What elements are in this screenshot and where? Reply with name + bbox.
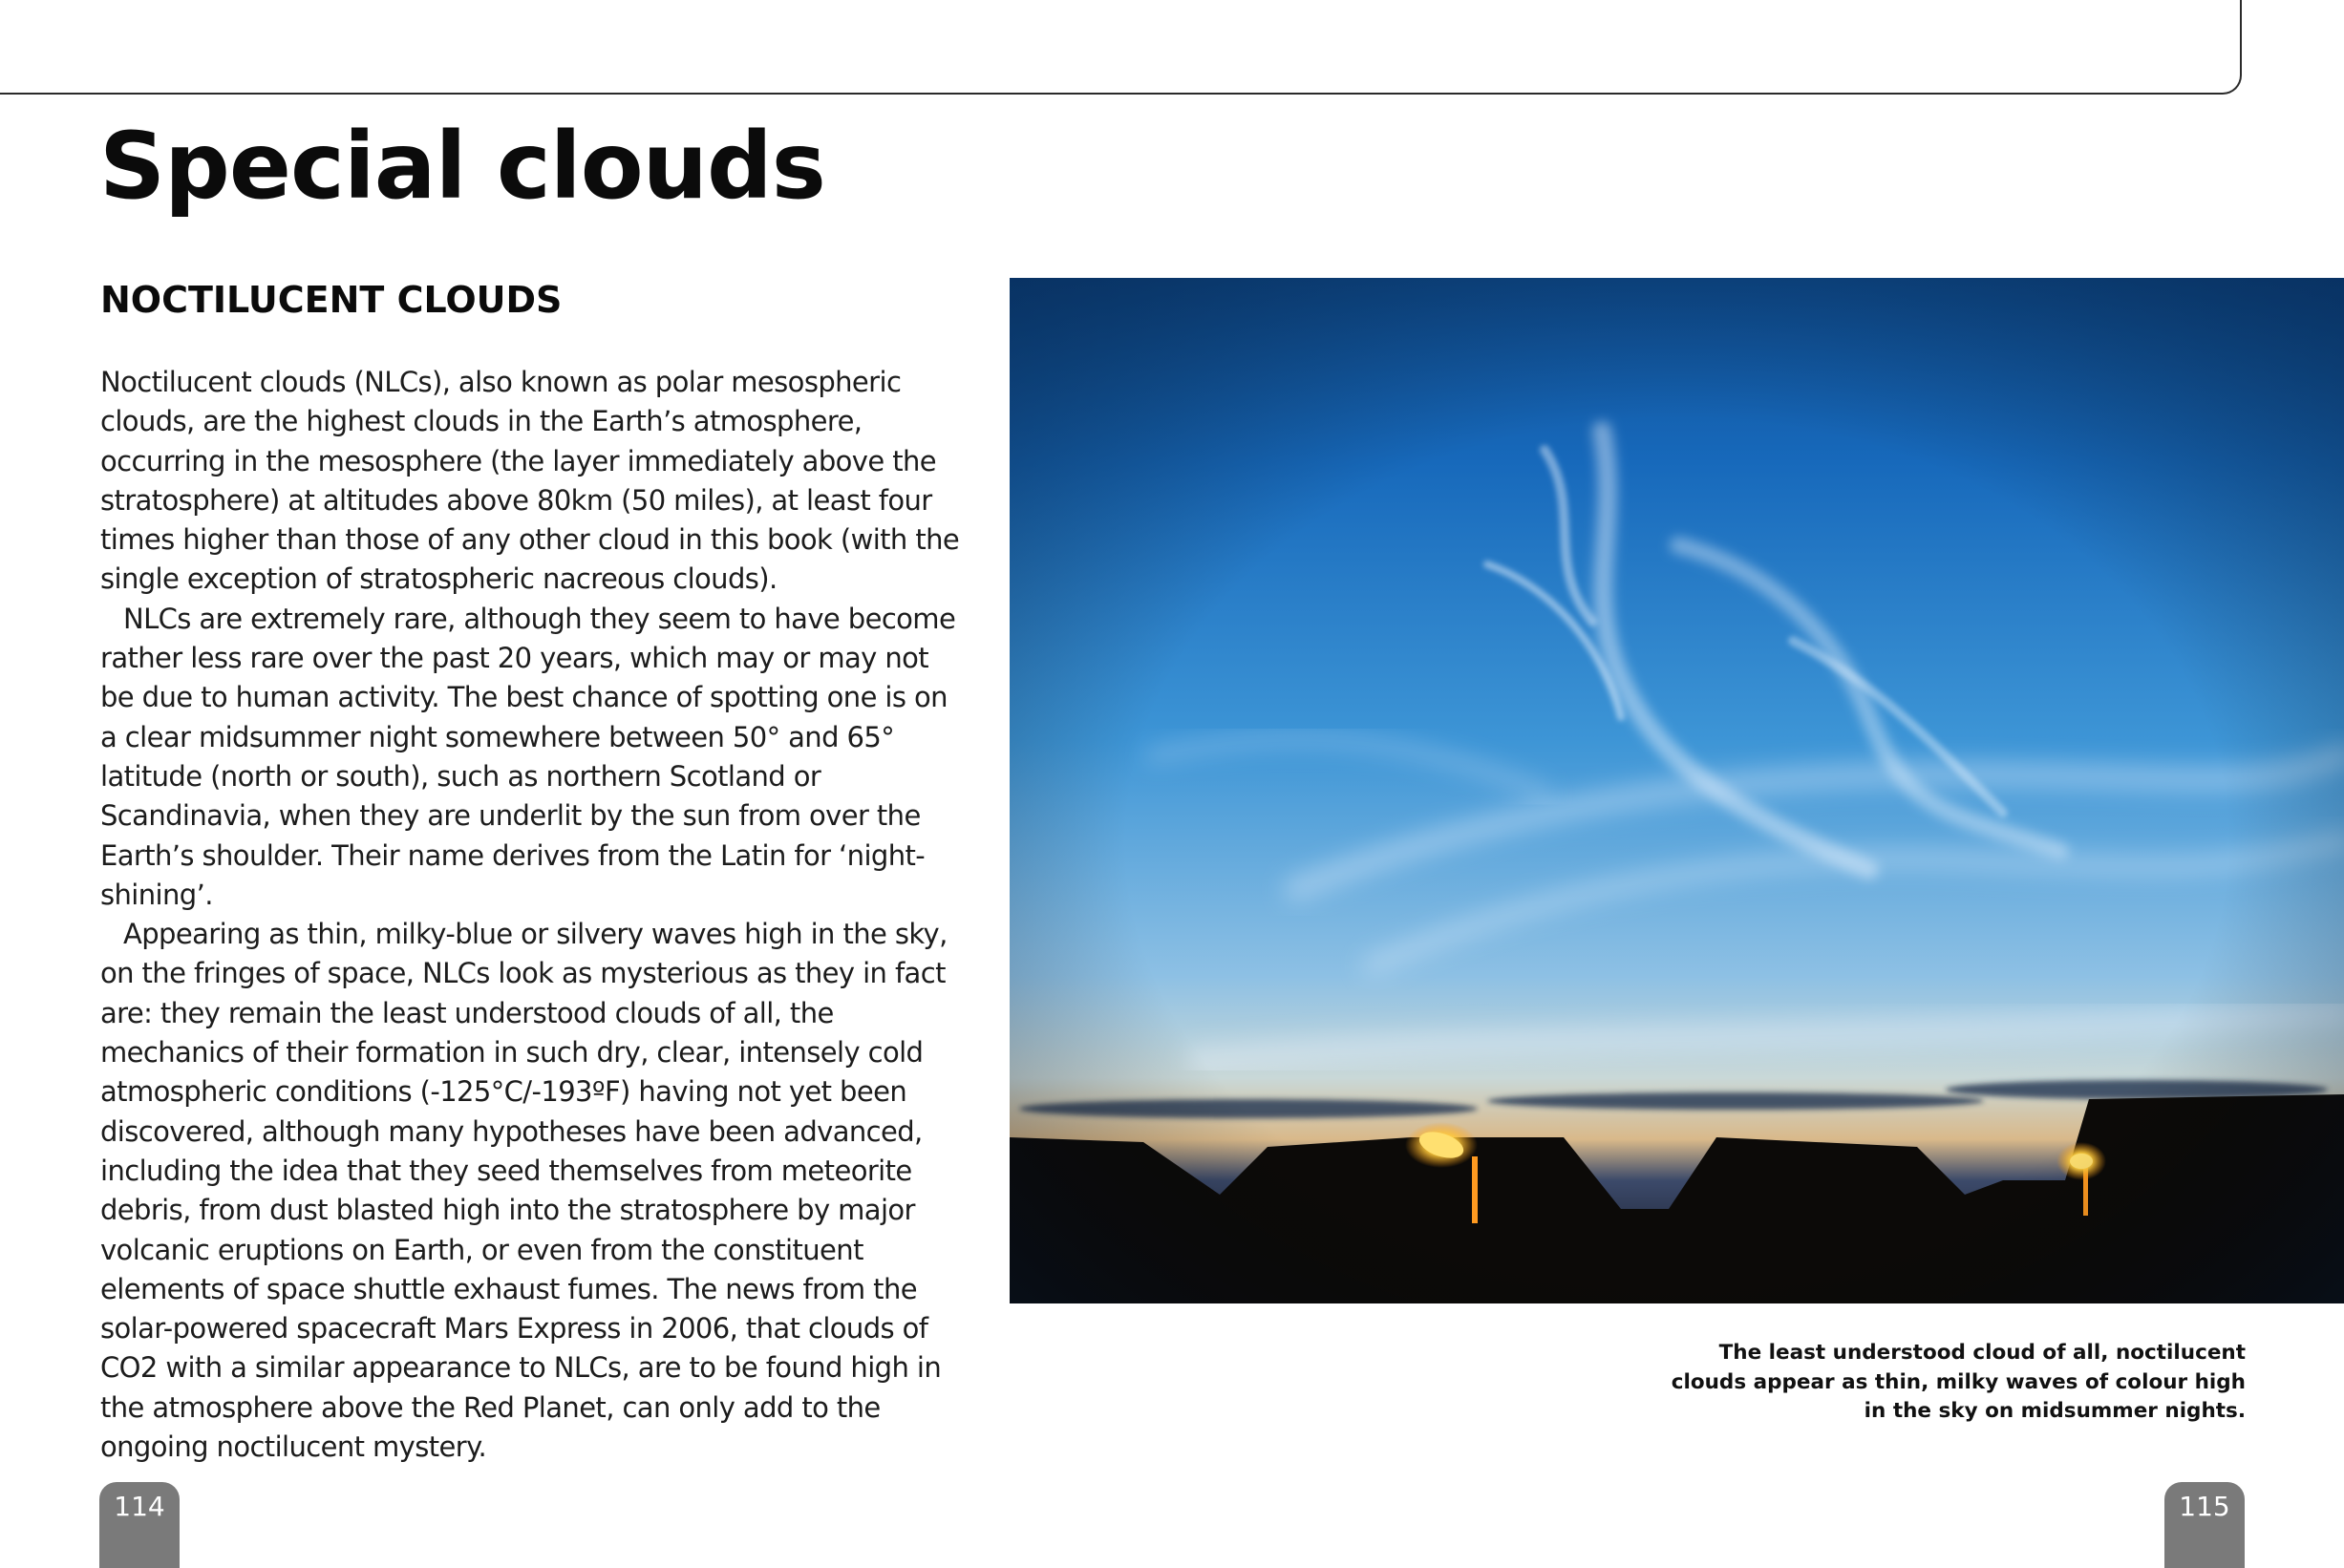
paragraph: NLCs are extremely rare, although they seem to have become rather less rare over the past 20 years, which may or may not be due to human activity. The best chance of spotting one is on a clear midsummer night somewhere between 50° and 65° latitude (north or south), such as northern Scotland or Scandinavia, when they are underlit by the sun from over the Earth’s shoulder. Their name derives from the Latin for ‘night-shining’.	[100, 602, 956, 911]
section-heading: NOCTILUCENT CLOUDS	[100, 279, 563, 321]
page-number-right: 115	[2164, 1482, 2245, 1568]
noctilucent-cloud-photo	[1010, 278, 2344, 1303]
page-title: Special clouds	[99, 113, 825, 220]
paragraph: Appearing as thin, milky-blue or silvery waves high in the sky, on the fringes of space, NLCs look as mysterious as they in fact are: they remain the least understood clouds of all, the mechanics of their formation in such dry, clear, intensely cold atmospheric conditions (-125°C/-193ºF) having not yet been discovered, although many hypotheses have been advanced, including the idea that they seed themselves from meteorite debris, from dust blasted high into the stratosphere by major volcanic eruptions on Earth, or even from the constituent elements of space shuttle exhaust fumes. The news from the solar-powered spacecraft Mars Express in 2006, that clouds of CO2 with a similar appearance to NLCs, are to be found high in the atmosphere above the Red Planet, can only add to the ongoing noctilucent mystery.	[100, 918, 948, 1464]
article-body	[100, 363, 960, 1467]
photo-vignette	[1010, 278, 2344, 1303]
photo-caption: The least understood cloud of all, noctilucent clouds appear as thin, milky waves of colour high in the sky on midsummer nights.	[1671, 1341, 2246, 1423]
page-number-left: 114	[99, 1482, 180, 1568]
paragraph: Noctilucent clouds (NLCs), also known as polar mesospheric clouds, are the highest clouds in the Earth’s atmosphere, occurring in the mesosphere (the layer immediately above the stratosphere) at altitudes above 80km (50 miles), at least four times higher than those of any other cloud in this book (with the single exception of stratospheric nacreous clouds).	[100, 366, 960, 596]
page-frame-border	[0, 0, 2242, 95]
